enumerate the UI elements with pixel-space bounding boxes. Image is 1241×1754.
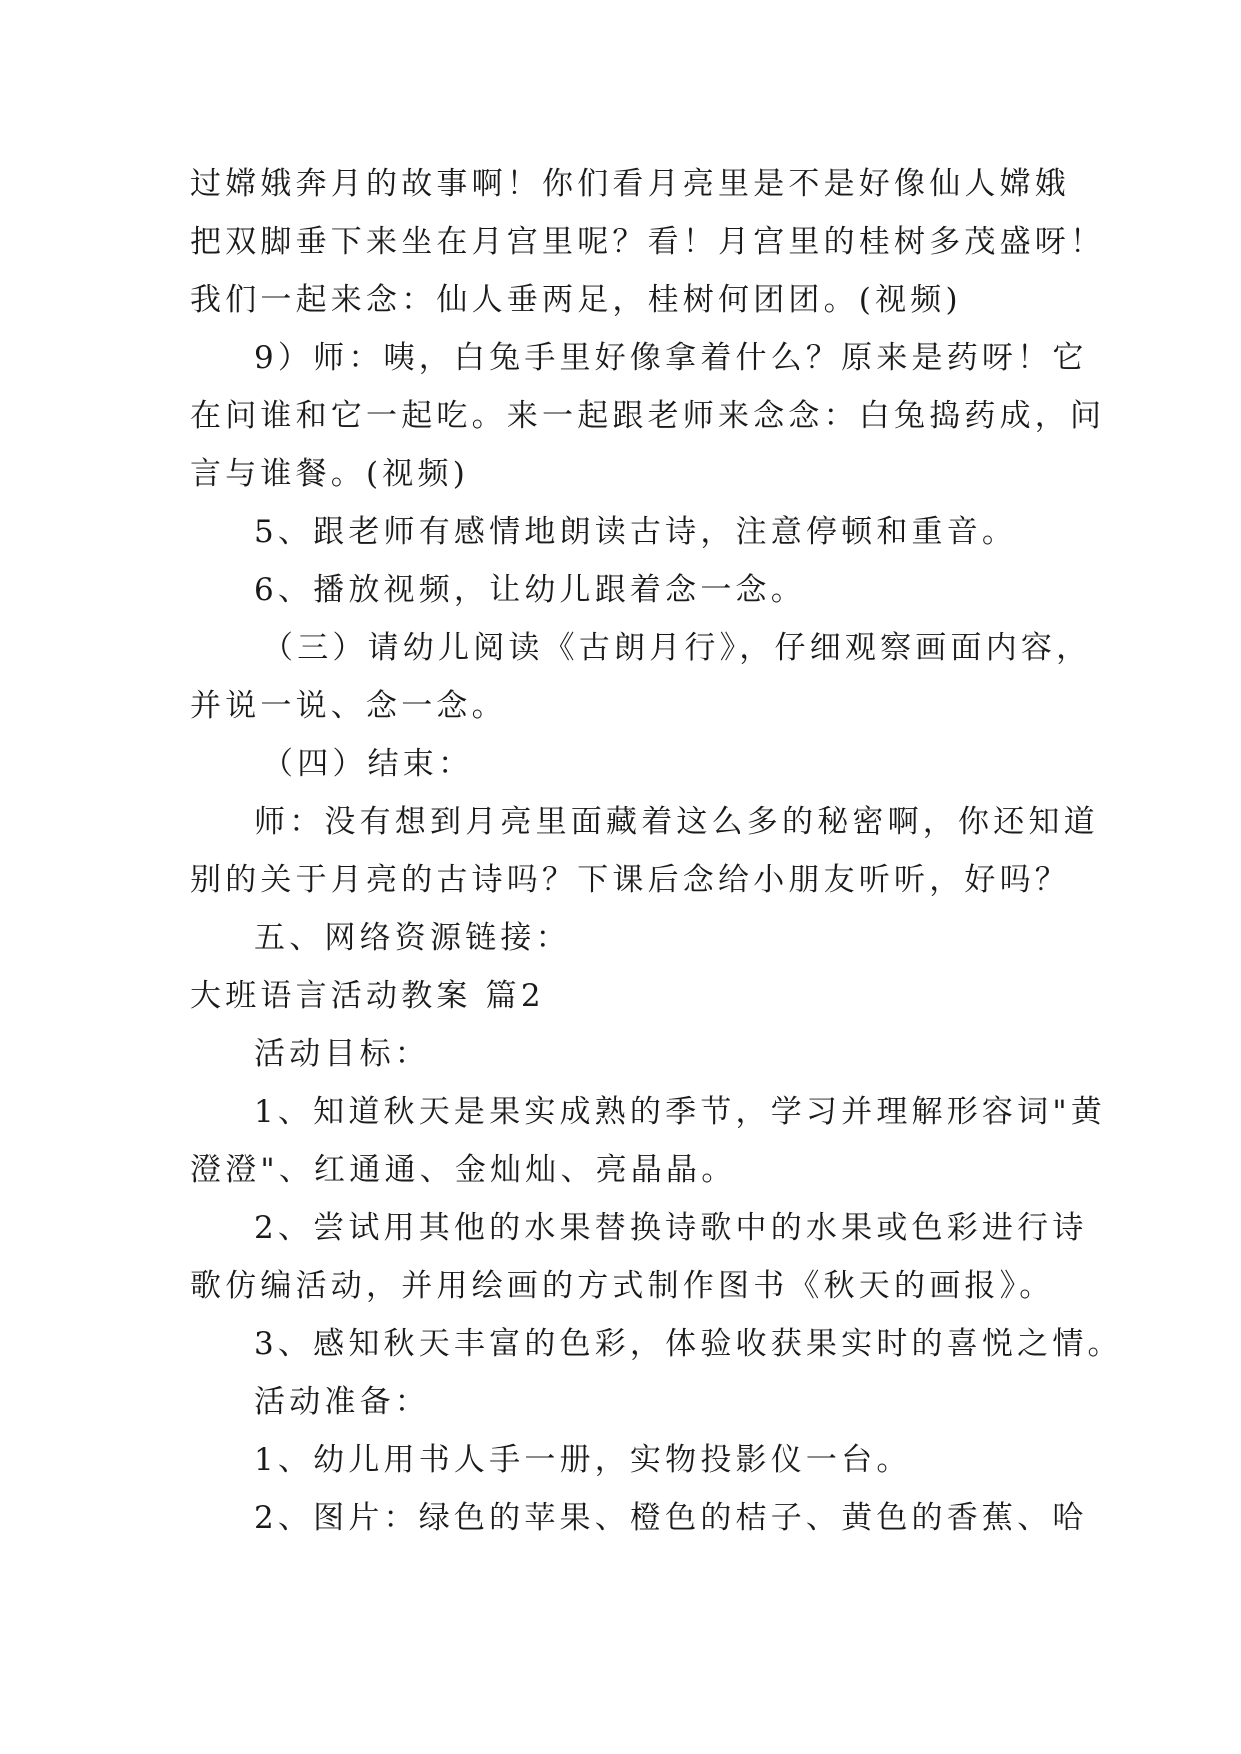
section-heading: （四）结束： [262,746,474,782]
text-line: 别的关于月亮的古诗吗？下课后念给小朋友听听，好吗？ [190,862,1070,898]
text-line: 6、播放视频，让幼儿跟着念一念。 [254,572,806,608]
text-line: 2、图片：绿色的苹果、橙色的桔子、黄色的香蕉、哈 [254,1500,1088,1536]
section-heading: （三）请幼儿阅读《古朗月行》，仔细观察画面内容， [262,630,1092,666]
text-line: 2、尝试用其他的水果替换诗歌中的水果或色彩进行诗 [254,1210,1088,1246]
text-line: 1、幼儿用书人手一册，实物投影仪一台。 [254,1442,912,1478]
text-line: 歌仿编活动，并用绘画的方式制作图书《秋天的画报》。 [190,1268,1055,1304]
section-heading: 活动准备： [254,1384,430,1420]
text-line: 把双脚垂下来坐在月宫里呢？看！月宫里的桂树多茂盛呀！ [190,224,1106,260]
text-line: 并说一说、念一念。 [190,688,507,724]
text-line: 我们一起来念：仙人垂两足，桂树何团团。(视频) [190,282,962,318]
text-line: 言与谁餐。(视频) [190,456,469,492]
text-line: 澄澄"、红通通、金灿灿、亮晶晶。 [190,1152,737,1188]
text-line: 1、知道秋天是果实成熟的季节，学习并理解形容词"黄 [254,1094,1106,1130]
section-heading: 活动目标： [254,1036,430,1072]
text-line: 5、跟老师有感情地朗读古诗，注意停顿和重音。 [254,514,1018,550]
text-line: 在问谁和它一起吃。来一起跟老师来念念：白兔捣药成，问 [190,398,1106,434]
text-line: 9）师：咦，白兔手里好像拿着什么？原来是药呀！它 [254,340,1088,376]
section-heading: 五、网络资源链接： [254,920,571,956]
text-line: 过嫦娥奔月的故事啊！你们看月亮里是不是好像仙人嫦娥 [190,166,1070,202]
text-line: 3、感知秋天丰富的色彩，体验收获果实时的喜悦之情。 [254,1326,1123,1362]
text-line: 师：没有想到月亮里面藏着这么多的秘密啊，你还知道 [254,804,1099,840]
document-title: 大班语言活动教案 篇2 [190,978,545,1014]
